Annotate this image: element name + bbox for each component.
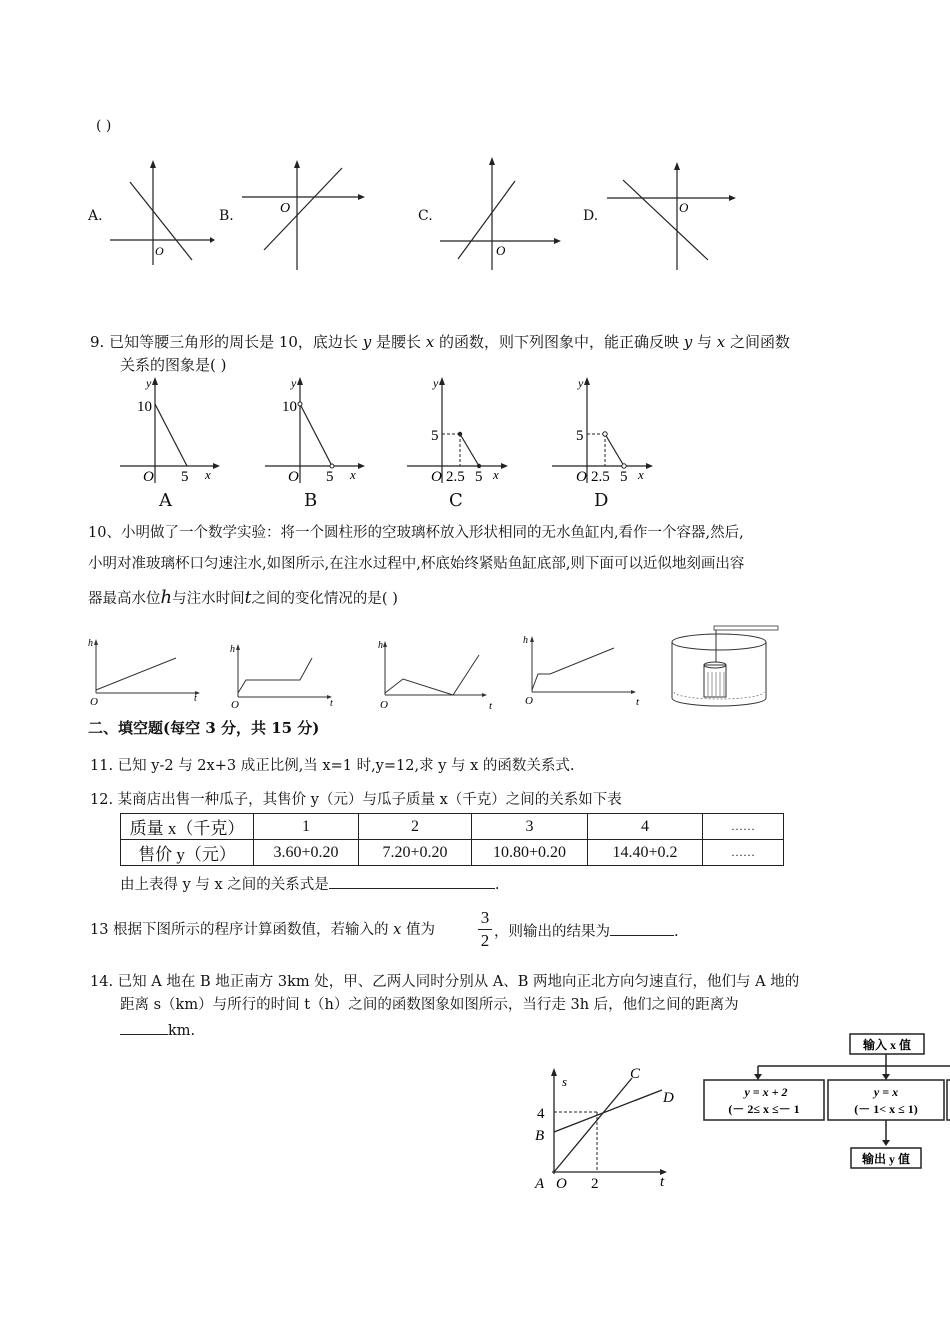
answer-parentheses: ( ) [96,118,112,134]
table-cell: 3.60+0.20 [254,840,359,866]
table-cell: 7.20+0.20 [359,840,472,866]
q12-after: 由上表得 y 与 x 之间的关系式是 . [120,877,500,893]
flowchart-box1-range: (－ 2≤ x ≤－ 1 [728,1102,800,1116]
fraction-denominator: 2 [480,931,490,950]
svg-text:t: t [660,1174,665,1190]
svg-text:5: 5 [576,428,584,444]
q10-graph-2 [228,640,343,710]
svg-text:x: x [493,467,499,482]
q12-intro: 12. 某商店出售一种瓜子，其售价 y（元）与瓜子质量 x（千克）之间的关系如下表 [90,792,622,808]
table-header-cell: 售价 y（元） [121,840,254,866]
q8-graph-a [110,160,215,265]
svg-text:O: O [576,469,587,485]
svg-text:t: t [194,693,197,704]
q9-line2: 关系的图象是( ) [120,356,227,374]
svg-text:D: D [663,1090,674,1106]
flowchart-box2-formula: y = x [873,1085,899,1099]
svg-text:O: O [380,699,388,711]
table-cell: 2 [359,814,472,840]
svg-text:t: t [330,698,333,709]
svg-text:O: O [143,469,154,485]
q9-graph-b [260,373,370,488]
svg-text:x: x [350,467,356,482]
svg-text:10: 10 [282,399,297,415]
svg-text:y: y [433,376,439,390]
svg-text:O: O [431,469,442,485]
svg-text:2: 2 [591,1176,599,1192]
table-row [121,814,784,840]
table-cell: 14.40+0.2 [588,840,703,866]
q8-option-b: B. [219,208,234,224]
flowchart-box1-formula: y = x + 2 [744,1085,788,1099]
origin-label: O [496,243,506,258]
q8-option-a: A. [88,208,103,224]
q10-line1: 10、小明做了一个数学实验：将一个圆柱形的空玻璃杯放入形状相同的无水鱼缸内,看作一个容器,然后, [88,525,744,541]
svg-text:O: O [525,695,533,707]
q10-graph-4 [520,632,645,710]
table-cell: …… [703,840,784,866]
q14-line1: 14. 已知 A 地在 B 地正南方 3km 处，甲、乙两人同时分别从 A、B 两地向正北方向匀速直行，他们与 A 地的 [90,974,800,990]
svg-text:h: h [88,638,93,649]
svg-text:O: O [288,469,299,485]
origin-label: O [679,200,689,215]
table-cell: 3 [472,814,588,840]
q8-option-d: D. [583,208,599,224]
price-table [120,813,784,866]
q10-graph-3 [375,635,500,713]
q10-line2: 小明对准玻璃杯口匀速注水,如图所示,在注水过程中,杯底始终紧贴鱼缸底部,则下面可以近似地刻画出容 [88,556,745,572]
svg-text:s: s [562,1074,568,1089]
q10-line3: 器最高水位h与注水时间t之间的变化情况的是( ) [88,587,398,608]
q13-text-a: 13 根据下图所示的程序计算函数值，若输入的 x 值为 [90,922,435,938]
svg-text:5: 5 [431,428,439,444]
svg-text:x: x [205,467,211,482]
svg-text:4: 4 [537,1106,545,1122]
svg-text:O: O [556,1176,567,1192]
svg-text:2.5: 2.5 [591,469,610,485]
svg-text:5: 5 [181,469,189,485]
svg-text:5: 5 [326,469,334,485]
q9-label-a: A [159,490,172,511]
q13-fraction [478,909,492,949]
q9-graph-c [405,373,515,488]
svg-text:5: 5 [620,469,628,485]
svg-text:y: y [146,376,152,390]
svg-text:x: x [638,467,644,482]
table-cell: …… [703,814,784,840]
section-2-heading: 二、填空题(每空 3 分，共 15 分) [88,719,320,737]
q13-text-c: ，则输出的结果为 . [494,924,679,940]
flowchart-box2-range: (－ 1< x ≤ 1) [854,1102,918,1116]
q9-label-b: B [304,490,318,511]
q11-text: 11. 已知 y-2 与 2x+3 成正比例,当 x=1 时,y=12,求 y 与 x 的函数关系式. [90,758,575,774]
fish-tank-illustration [664,620,784,712]
svg-text:y: y [291,376,297,390]
table-cell: 10.80+0.20 [472,840,588,866]
q8-graph-b [242,158,367,273]
svg-text:2.5: 2.5 [446,469,465,485]
q8-graph-d [605,160,740,272]
q14-line2: 距离 s（km）与所行的时间 t（h）之间的函数图象如图所示，当行走 3h 后，他们之间的距离为 [120,997,739,1013]
q14-distance-graph [530,1060,690,1195]
table-row [121,840,784,866]
svg-text:t: t [636,696,640,708]
svg-text:O: O [231,699,239,710]
svg-text:h: h [230,644,235,655]
q9-graph-d [550,373,660,488]
q14-line3: km. [120,1022,195,1039]
table-cell: 4 [588,814,703,840]
q9-graph-a [115,373,225,488]
q10-graph-1 [88,635,208,710]
flowchart-input: 输入 x 值 [862,1038,912,1052]
svg-text:O: O [90,696,98,708]
flowchart-output: 输出 y 值 [861,1152,911,1166]
svg-text:B: B [535,1128,545,1144]
q9-label-d: D [594,490,609,511]
svg-text:5: 5 [475,469,483,485]
fraction-numerator: 3 [480,908,490,927]
origin-label: O [280,201,291,216]
svg-text:h: h [378,640,383,651]
svg-text:t: t [489,700,493,712]
q9-label-c: C [449,490,463,511]
origin-label: O [155,244,164,258]
svg-text:A: A [535,1176,545,1192]
table-header-cell: 质量 x（千克） [121,814,254,840]
svg-text:10: 10 [137,399,152,415]
q9-line1: 9. 已知等腰三角形的周长是 10，底边长 y 是腰长 x 的函数，则下列图象中，能正确反映 y 与 x 之间函数 [90,333,791,351]
svg-text:h: h [523,635,528,646]
program-flowchart [700,1032,950,1174]
table-cell: 1 [254,814,359,840]
q8-graph-c [440,155,565,273]
q8-option-c: C. [418,208,433,224]
svg-text:C: C [630,1066,641,1082]
svg-text:y: y [578,376,584,390]
